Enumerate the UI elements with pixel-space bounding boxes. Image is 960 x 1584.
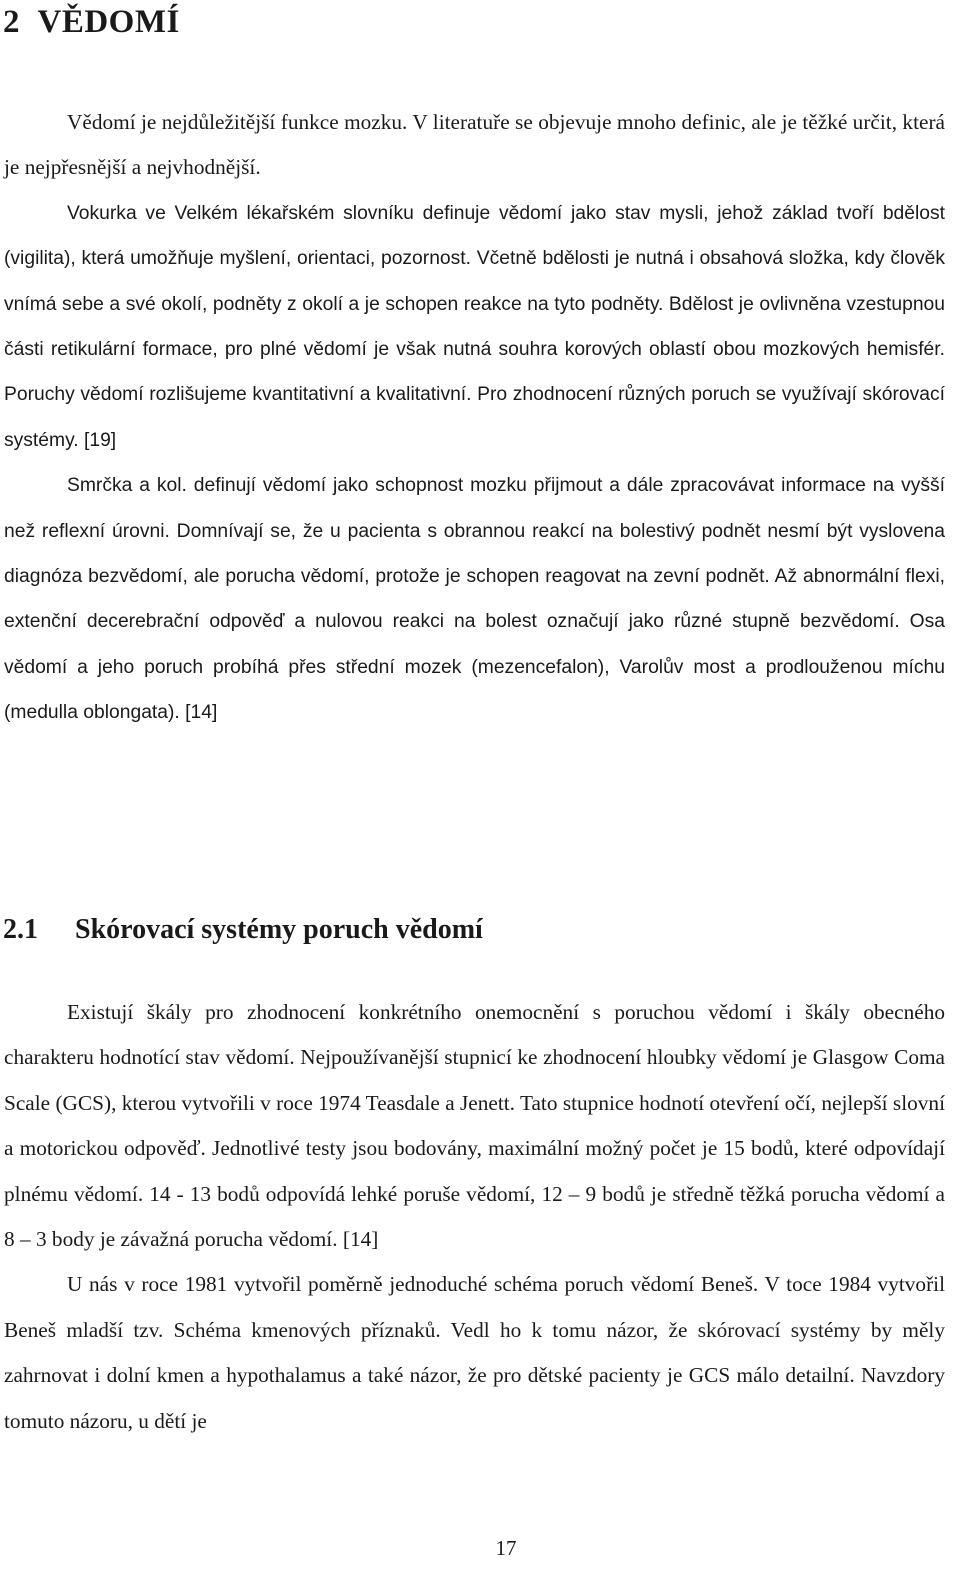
- chapter-number: 2: [3, 4, 20, 40]
- section-heading: [3, 910, 483, 950]
- chapter-body: [4, 100, 945, 736]
- paragraph-vedomi-intro: Vědomí je nejdůležitější funkce mozku. V literatuře se objevuje mnoho definic, ale je těžké určit, která je nejpřesnější a nejvhodnější.: [4, 110, 945, 180]
- paragraph-vokurka-definition: Vokurka ve Velkém lékařském slovníku definuje vědomí jako stav mysli, jehož základ tvoří bdělost (vigilita), která umožňuje myšlení, orientaci, pozornost. Včetně bdělosti je nutná i obsahová složka, kdy člověk vnímá sebe a své okolí, podněty z okolí a je schopen reakce na tyto podněty. Bdělost je ovlivněna vzestupnou části retikulární formace, pro plné vědomí je však nutná souhra korových oblastí obou mozkových hemisfér. Poruchy vědomí rozlišujeme kvantitativní a kvalitativní. Pro zhodnocení různých poruch se využívají skórovací systémy. [19]: [4, 202, 945, 451]
- section-body: [4, 990, 945, 1444]
- section-number: 2.1: [3, 914, 38, 945]
- paragraph-benes-schema: U nás v roce 1981 vytvořil poměrně jednoduché schéma poruch vědomí Beneš. V toce 1984 vytvořil Beneš mladší tzv. Schéma kmenových příznaků. Vedl ho k tomu názor, že skórovací systémy by měly zahrnovat i dolní kmen a hypothalamus a také názor, že pro dětské pacienty je GCS málo detailní. Navzdory tomuto názoru, u dětí je: [4, 1272, 945, 1433]
- chapter-heading: [3, 2, 180, 42]
- section-title: Skórovací systémy poruch vědomí: [75, 914, 483, 945]
- chapter-title: VĚDOMÍ: [37, 4, 180, 40]
- page-number: 17: [495, 1536, 517, 1560]
- paragraph-gcs-scales: Existují škály pro zhodnocení konkrétního onemocnění s poruchou vědomí i škály obecného charakteru hodnotící stav vědomí. Nejpoužívanější stupnicí ke zhodnocení hloubky vědomí je Glasgow Coma Scale (GCS), kterou vytvořili v roce 1974 Teasdale a Jenett. Tato stupnice hodnotí otevření očí, nejlepší slovní a motorickou odpověď. Jednotlivé testy jsou bodovány, maximální možný počet je 15 bodů, které odpovídají plnému vědomí. 14 - 13 bodů odpovídá lehké poruše vědomí, 12 – 9 bodů je středně těžká porucha vědomí a 8 – 3 body je závažná porucha vědomí. [14]: [4, 1000, 945, 1252]
- paragraph-smrcka-definition: Smrčka a kol. definují vědomí jako schopnost mozku přijmout a dále zpracovávat informace na vyšší než reflexní úrovni. Domnívají se, že u pacienta s obrannou reakcí na bolestivý podnět nesmí být vyslovena diagnóza bezvědomí, ale porucha vědomí, protože je schopen reagovat na zevní podnět. Až abnormální flexi, extenční decerebrační odpověď a nulovou reakci na bolest označují jako různé stupně bezvědomí. Osa vědomí a jeho poruch probíhá přes střední mozek (mezencefalon), Varolův most a prodlouženou míchu (medulla oblongata). [14]: [4, 475, 945, 724]
